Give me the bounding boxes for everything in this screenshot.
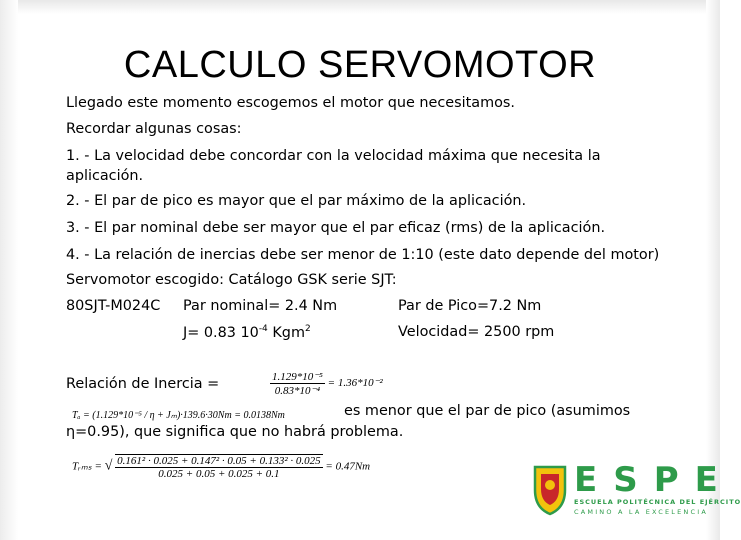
espe-name: ESCUELA POLITÉCNICA DEL EJÉRCITO [574, 498, 741, 506]
inercia-fraction [270, 370, 325, 397]
motor-velocidad: Velocidad= 2500 rpm [398, 324, 555, 340]
motor-inercia-exp: -4 [258, 324, 268, 334]
slide-frame-top [0, 0, 720, 14]
torque-text-b: η=0.95), que significa que no habrá problema. [66, 424, 404, 440]
body-line-3b: aplicación. [66, 168, 144, 184]
espe-motto: CAMINO A LA EXCELENCIA [574, 508, 708, 516]
torque-formula: Tₐ = (1.129*10⁻⁵ / η + Jₘ)·139.6·30Nm = 0.0138Nm [72, 410, 285, 421]
body-line-4: 2. - El par de pico es mayor que el par máximo de la aplicación. [66, 193, 527, 209]
motor-model: 80SJT-M024C [66, 298, 161, 314]
inercia-label: Relación de Inercia = [66, 376, 220, 392]
inercia-result: = 1.36*10⁻² [327, 377, 383, 390]
rms-lhs: Tᵣₘₛ = [72, 460, 102, 473]
sqrt-icon: √ [104, 458, 113, 474]
rms-numerator: 0.161² · 0.025 + 0.147² · 0.05 + 0.133² · 0.025 [117, 455, 321, 467]
motor-inercia [183, 324, 311, 341]
inercia-denominator: 0.83*10⁻⁴ [274, 385, 321, 397]
body-line-3a: 1. - La velocidad debe concordar con la velocidad máxima que necesita la [66, 148, 601, 164]
espe-shield-icon [532, 464, 568, 516]
slide-title: CALCULO SERVOMOTOR [123, 44, 597, 86]
motor-inercia-unit: Kgm [267, 325, 305, 341]
espe-letters: ESPE [574, 460, 734, 500]
inercia-numerator: 1.129*10⁻⁵ [272, 371, 323, 383]
body-line-7: Servomotor escogido: Catálogo GSK serie SJT: [66, 272, 397, 288]
body-line-5: 3. - El par nominal debe ser mayor que el par eficaz (rms) de la aplicación. [66, 220, 606, 236]
motor-inercia-unit-exp: 2 [304, 324, 311, 334]
espe-logo [532, 460, 741, 520]
body-line-2: Recordar algunas cosas: [66, 121, 242, 137]
rms-denominator: 0.025 + 0.05 + 0.025 + 0.1 [158, 468, 280, 480]
inercia-formula [270, 370, 383, 397]
motor-inercia-prefix: J= 0.83 10 [183, 325, 259, 341]
motor-par-nominal: Par nominal= 2.4 Nm [183, 298, 338, 314]
body-line-1: Llegado este momento escogemos el motor que necesitamos. [66, 95, 516, 111]
motor-par-pico: Par de Pico=7.2 Nm [398, 298, 542, 314]
rms-formula [72, 454, 370, 480]
body-line-6: 4. - La relación de inercias debe ser menor de 1:10 (este dato depende del motor) [66, 247, 660, 263]
torque-text-a: es menor que el par de pico (asumimos [344, 403, 631, 419]
rms-result: = 0.47Nm [325, 460, 371, 473]
rms-fraction [115, 454, 323, 480]
